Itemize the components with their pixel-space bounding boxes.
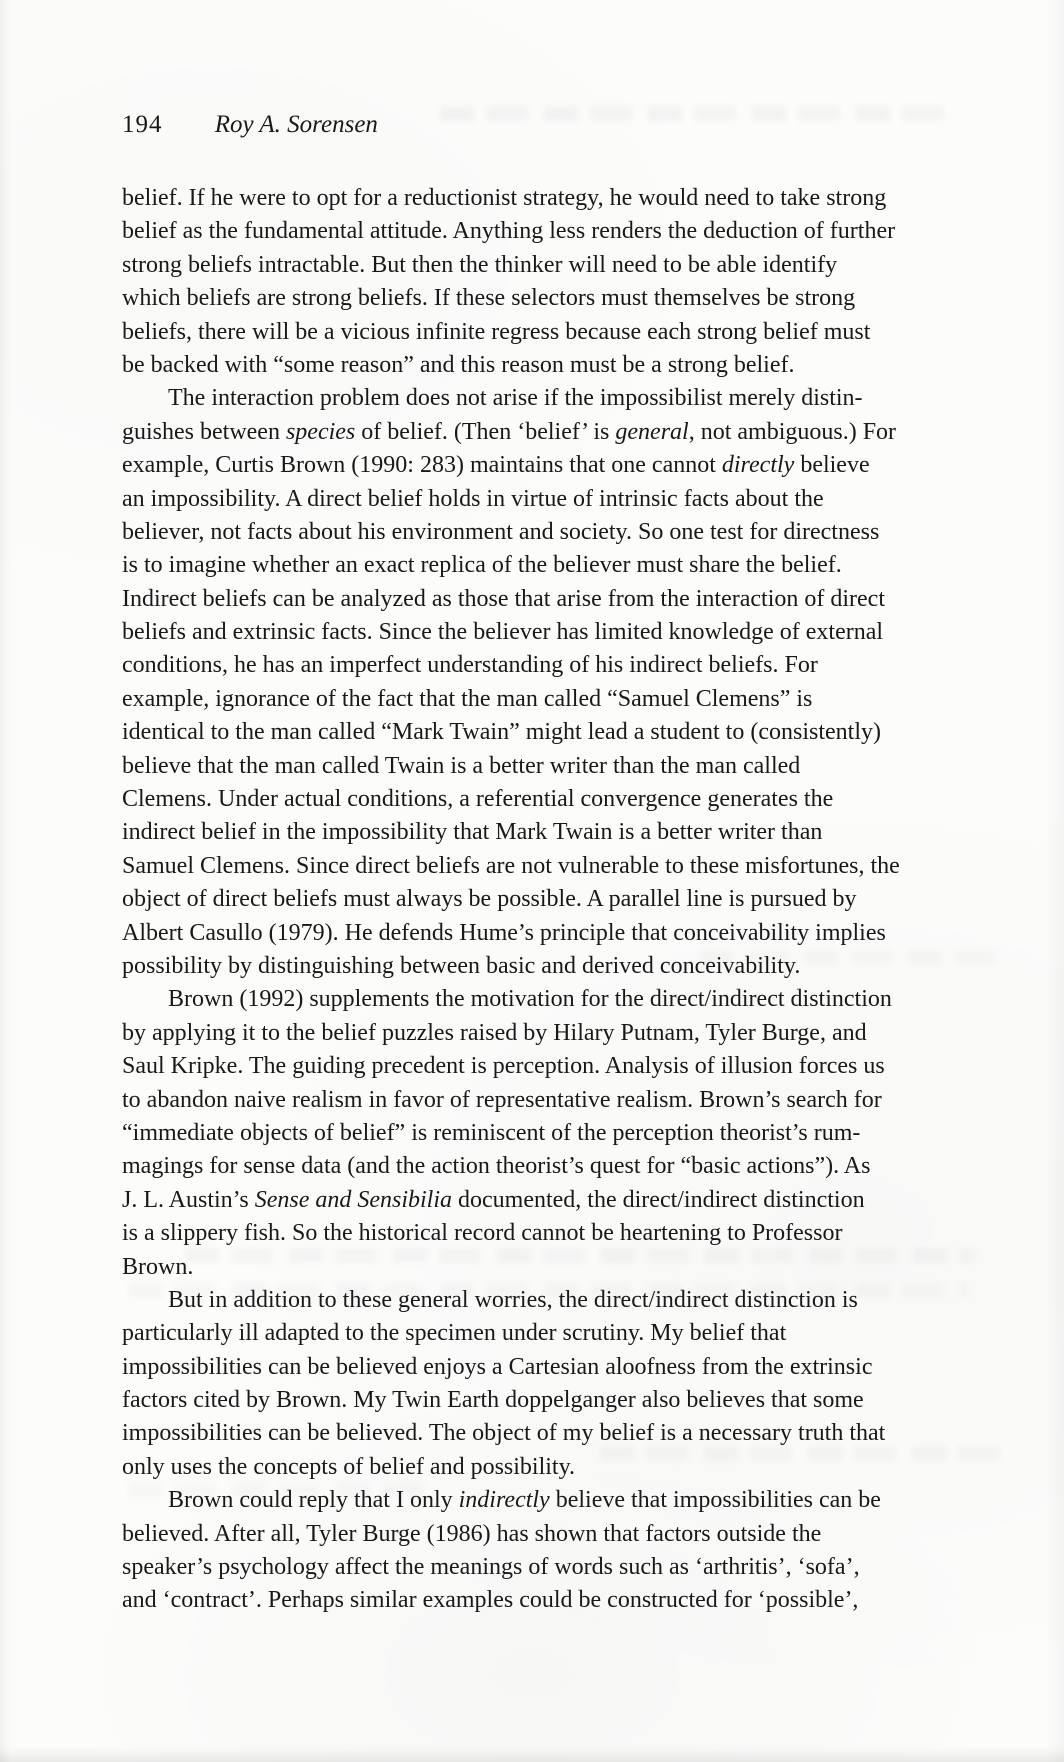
bleedthrough-artifact <box>185 1248 975 1263</box>
text-line: believed. After all, Tyler Burge (1986) has shown that factors outside the <box>122 1520 822 1547</box>
text-line: factors cited by Brown. My Twin Earth doppelganger also believes that some <box>122 1387 864 1414</box>
text-line: believe that the man called Twain is a better writer than the man called <box>122 752 801 779</box>
bleedthrough-artifact <box>128 1283 968 1298</box>
text-line: Brown. <box>122 1253 194 1280</box>
page-edge-shadow-left <box>0 0 12 1762</box>
text-line: The interaction problem does not arise if the impossibilist merely distin- <box>168 385 863 412</box>
text-line: believer, not facts about his environment and society. So one test for directness <box>122 518 880 545</box>
text-line: beliefs, there will be a vicious infinite regress because each strong belief must <box>122 318 871 345</box>
text-line: Saul Kripke. The guiding precedent is perception. Analysis of illusion forces us <box>122 1053 885 1080</box>
text-line: conditions, he has an imperfect understanding of his indirect beliefs. For <box>122 652 818 679</box>
text-line: belief. If he were to opt for a reductionist strategy, he would need to take strong <box>122 185 887 211</box>
text-line: particularly ill adapted to the specimen under scrutiny. My belief that <box>122 1320 787 1347</box>
text-line: magings for sense data (and the action theorist’s quest for “basic actions”). As <box>122 1153 871 1180</box>
text-line: Albert Casullo (1979). He defends Hume’s principle that conceivability implies <box>122 919 886 946</box>
text-line: be backed with “some reason” and this reason must be a strong belief. <box>122 351 795 378</box>
page-header <box>122 110 378 140</box>
text-line: Indirect beliefs can be analyzed as those that arise from the interaction of direct <box>122 585 885 612</box>
text-line: object of direct beliefs must always be possible. A parallel line is pursued by <box>122 886 857 913</box>
text-line: is a slippery fish. So the historical record cannot be heartening to Professor <box>122 1220 843 1247</box>
text-line: strong beliefs intractable. But then the thinker will need to be able identify <box>122 251 838 278</box>
text-line: impossibilities can be believed enjoys a Cartesian aloofness from the extrinsic <box>122 1353 873 1380</box>
text-line: identical to the man called “Mark Twain” might lead a student to (consistently) <box>122 719 881 746</box>
text-line: only uses the concepts of belief and possibility. <box>122 1453 576 1480</box>
text-line: guishes between species of belief. (Then ‘belief’ is general, not ambiguous.) For <box>122 418 897 445</box>
text-line: Clemens. Under actual conditions, a referential convergence generates the <box>122 786 834 813</box>
text-line: “immediate objects of belief” is reminiscent of the perception theorist’s rum- <box>122 1119 861 1146</box>
text-line: possibility by distinguishing between basic and derived conceivability. <box>122 952 801 979</box>
text-line: speaker’s psychology affect the meanings of words such as ‘arthritis’, ‘sofa’, <box>122 1554 860 1581</box>
text-line: belief as the fundamental attitude. Anything less renders the deduction of further <box>122 218 896 245</box>
text-line: by applying it to the belief puzzles raised by Hilary Putnam, Tyler Burge, and <box>122 1019 867 1046</box>
page-edge-shadow-right <box>1046 0 1064 1762</box>
text-line: is to imagine whether an exact replica of the believer must share the belief. <box>122 552 842 579</box>
text-line: impossibilities can be believed. The object of my belief is a necessary truth that <box>122 1420 886 1447</box>
text-line: Brown could reply that I only indirectly believe that impossibilities can be <box>168 1487 881 1514</box>
bleedthrough-artifact <box>128 1482 428 1497</box>
text-line: Brown (1992) supplements the motivation for the direct/indirect distinction <box>168 986 892 1013</box>
text-line: to abandon naive realism in favor of representative realism. Brown’s search for <box>122 1086 882 1113</box>
text-line: But in addition to these general worries, the direct/indirect distinction is <box>168 1286 858 1313</box>
text-line: indirect belief in the impossibility that Mark Twain is a better writer than <box>122 819 823 846</box>
running-head: Roy A. Sorensen <box>214 111 378 138</box>
text-line: example, ignorance of the fact that the man called “Samuel Clemens” is <box>122 685 813 712</box>
text-line: J. L. Austin’s Sense and Sensibilia documented, the direct/indirect distinction <box>122 1186 865 1213</box>
text-line: beliefs and extrinsic facts. Since the believer has limited knowledge of external <box>122 619 884 646</box>
text-line: Samuel Clemens. Since direct beliefs are not vulnerable to these misfortunes, the <box>122 852 900 879</box>
bleedthrough-artifact <box>700 950 1000 965</box>
text-line: and ‘contract’. Perhaps similar examples could be constructed for ‘possible’, <box>122 1587 859 1614</box>
page-edge-shadow-bottom <box>0 1746 1064 1762</box>
text-line: which beliefs are strong beliefs. If these selectors must themselves be strong <box>122 285 856 312</box>
text-line: an impossibility. A direct belief holds in virtue of intrinsic facts about the <box>122 485 824 512</box>
bleedthrough-artifact <box>600 1446 1000 1461</box>
bleedthrough-artifact <box>440 106 960 121</box>
page-body <box>122 182 1024 1618</box>
page-number: 194 <box>122 111 163 138</box>
text-line: example, Curtis Brown (1990: 283) maintains that one cannot directly believe <box>122 452 870 479</box>
